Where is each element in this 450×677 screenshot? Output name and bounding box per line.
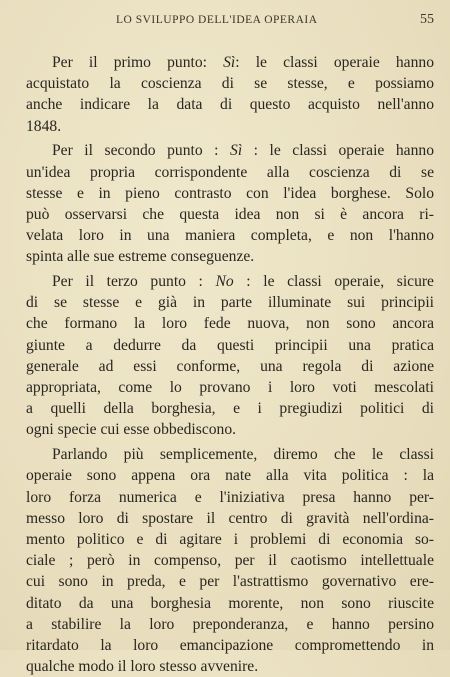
text-line (26, 313, 434, 334)
book-page (26, 8, 434, 676)
text-span: di se stesse e già in parte illuminate sui principii (26, 294, 434, 312)
text-span: : le classi operaie, sicure (233, 273, 434, 291)
text-line (26, 162, 434, 183)
text-span: Sì (223, 54, 236, 71)
text-line (26, 246, 434, 267)
paragraph (26, 52, 434, 137)
text-line (26, 271, 434, 292)
text-span: stesse e in pieno contrasto con l'idea borghese. Solo (26, 184, 434, 202)
text-line (26, 635, 434, 656)
text-span: : le classi operaie hanno (242, 142, 434, 160)
text-span: Sì (230, 142, 243, 160)
text-span: Per il terzo punto : (52, 273, 216, 291)
text-line (26, 204, 434, 225)
text-line (26, 140, 434, 161)
text-span: No (215, 273, 234, 291)
text-line (26, 593, 434, 614)
text-span: a quelli della borghesia, e i pregiudizi politici di (26, 400, 434, 418)
text-span: ditato da una borghesia morente, non sono riuscite (26, 594, 434, 612)
text-span: ciale ; però in compenso, per il caotismo intellettuale (26, 552, 434, 570)
text-line (26, 52, 434, 73)
paragraph (26, 271, 434, 441)
text-span: Per il secondo punto : (52, 142, 231, 160)
text-line (26, 419, 434, 440)
text-line (26, 116, 434, 137)
text-line (26, 656, 434, 677)
text-line (26, 614, 434, 635)
text-span: Parlando più semplicemente, diremo che le classi (52, 446, 434, 464)
running-title: LO SVILUPPO DELL'IDEA OPERAIA (116, 14, 318, 26)
text-span: acquistato la coscienza di se stesse, e possiamo (26, 75, 434, 93)
text-span: operaie sono appena ora nate alla vita politica : la (26, 467, 434, 485)
text-span: appropriata, come lo provano i loro voti mescolati (26, 379, 434, 397)
text-span: spinta alle sue estreme conseguenze. (26, 248, 255, 266)
text-span: loro forza numerica e l'iniziativa presa hanno per- (26, 488, 434, 506)
text-span: un'idea propria corrispondente alla coscienza di se (26, 163, 434, 181)
text-span: generale ad essi conforme, una regola di azione (26, 357, 434, 375)
text-span: può osservarsi che questa idea non si è ancora ri- (26, 205, 434, 223)
text-line (26, 73, 434, 94)
text-line (26, 183, 434, 204)
body-text (26, 52, 434, 677)
text-line (26, 487, 434, 508)
text-line (26, 550, 434, 571)
text-span: giunte a dedurre da questi principii una pratica (26, 336, 434, 354)
text-line (26, 571, 434, 592)
text-span: 1848. (26, 117, 62, 135)
running-head (26, 8, 434, 36)
text-span: ogni specie cui esse obbediscono. (26, 421, 237, 439)
text-line (26, 356, 434, 377)
page-number: 55 (420, 12, 434, 27)
text-line (26, 94, 434, 115)
text-line (26, 377, 434, 398)
text-span: qualche modo il loro stesso avvenire. (26, 658, 259, 676)
text-span: a stabilire la loro preponderanza, e hanno persino (26, 615, 434, 633)
text-span: mento politico e di agitare i problemi di economia so- (26, 530, 434, 548)
text-line (26, 335, 434, 356)
text-span: : le classi operaie hanno (235, 54, 434, 71)
text-span: anche indicare la data di questo acquisto nell'anno (26, 96, 434, 114)
paragraph (26, 140, 434, 267)
text-span: che formano la loro fede nuova, non sono ancora (26, 315, 434, 333)
text-span: cui sono in preda, e per l'astrattismo governativo ere- (26, 573, 434, 591)
text-span: ritardato la loro emancipazione compromettendo in (26, 636, 434, 654)
text-line (26, 398, 434, 419)
text-line (26, 292, 434, 313)
paragraph (26, 444, 434, 677)
text-line (26, 465, 434, 486)
text-line (26, 225, 434, 246)
text-line (26, 529, 434, 550)
text-line (26, 444, 434, 465)
text-span: velata loro in una maniera completa, e non l'hanno (26, 227, 434, 245)
text-span: Per il primo punto: (52, 54, 224, 71)
text-line (26, 508, 434, 529)
text-span: messo loro di spostare il centro di gravità nell'ordina- (26, 509, 434, 527)
